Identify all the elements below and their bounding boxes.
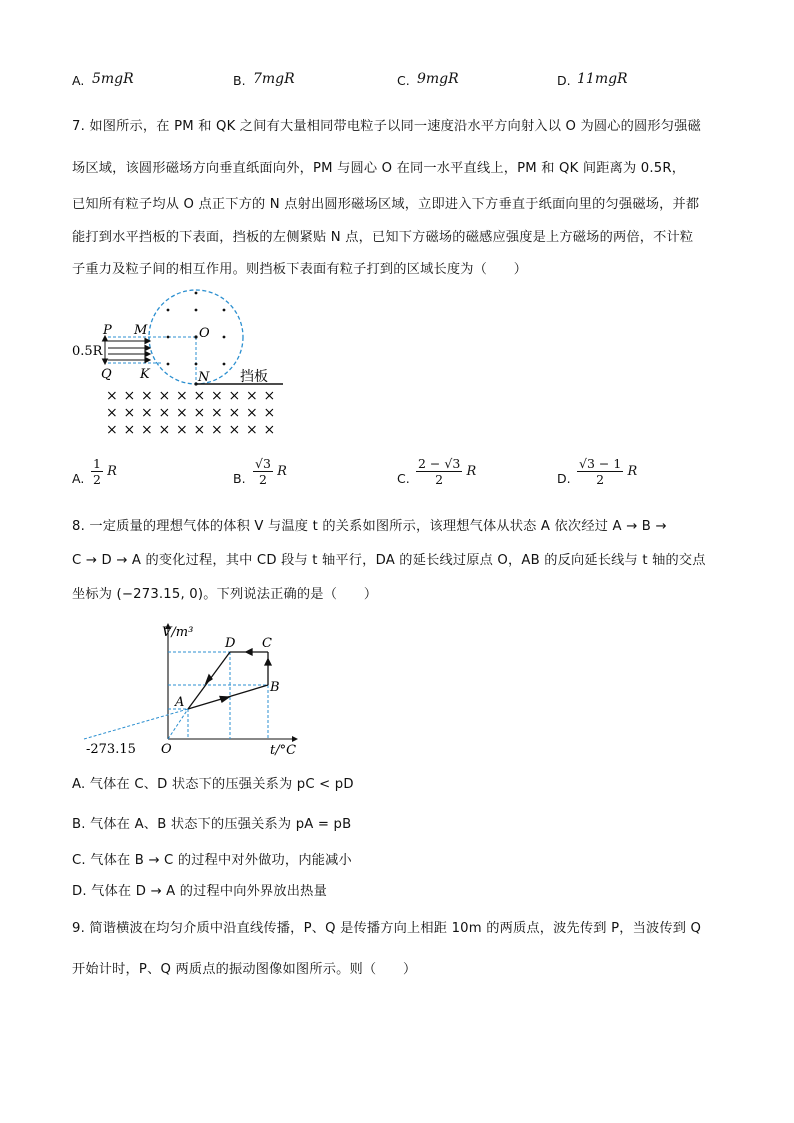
neg-tick-label: -273.15 <box>86 742 136 757</box>
field-cross: × <box>158 388 171 404</box>
q7-line-3: 已知所有粒子均从 O 点正下方的 N 点射出圆形磁场区域，立即进入下方垂直于纸面向里的匀强磁场，并都 <box>72 197 700 212</box>
q6-option-a-text: 5mgR <box>92 71 134 87</box>
field-cross: × <box>176 388 188 404</box>
label-n: N <box>198 370 210 385</box>
particle-beam-arrows <box>108 339 150 363</box>
q8-line-2: C → D → A 的变化过程，其中 CD 段与 t 轴平行，DA 的延长线过原点 O，AB 的反向延长线与 t 轴的交点 <box>72 553 706 568</box>
q7-option-b-value <box>253 456 287 487</box>
q6-option-d-label: D. <box>557 73 571 88</box>
q7-option-b-label: B. <box>233 471 246 486</box>
q7-option-b-num: √3 <box>255 456 271 471</box>
field-crosses <box>106 388 275 438</box>
q7-option-d-value <box>577 456 637 487</box>
arrow-da <box>206 675 212 683</box>
field-cross: × <box>211 422 223 438</box>
field-cross: × <box>123 388 136 404</box>
label-baffle: 挡板 <box>240 369 268 385</box>
field-cross: × <box>193 405 206 421</box>
gap-dimension-arrow <box>103 336 108 364</box>
field-cross: × <box>228 388 241 404</box>
q7-option-d-label: D. <box>557 471 571 486</box>
q7-option-c-value <box>416 456 476 487</box>
origin-label: O <box>161 742 172 757</box>
field-cross: × <box>176 422 188 438</box>
q7-option-c-unit: R <box>466 464 477 479</box>
t-axis-label: t/°C <box>270 743 297 758</box>
q8-volume-temperature-graph <box>82 620 302 760</box>
field-cross: × <box>123 422 136 438</box>
q8-option-b: B. 气体在 A、B 状态下的压强关系为 pA = pB <box>72 817 352 832</box>
q8-line-3: 坐标为 (−273.15, 0)。下列说法正确的是（ ） <box>72 587 378 602</box>
point-d-label: D <box>225 636 236 651</box>
q7-option-a-label: A. <box>72 471 85 486</box>
field-cross: × <box>123 405 136 421</box>
q6-option-a-label: A. <box>72 73 85 88</box>
q7-option-a-den: 2 <box>93 472 101 487</box>
field-cross: × <box>176 405 188 421</box>
q8-option-a: A. 气体在 C、D 状态下的压强关系为 pC < pD <box>72 777 354 792</box>
field-cross: × <box>228 405 241 421</box>
v-axis-label: V/m³ <box>162 625 194 640</box>
label-p: P <box>103 323 112 338</box>
field-cross: × <box>193 422 206 438</box>
field-cross: × <box>158 422 171 438</box>
field-cross: × <box>106 422 118 438</box>
q8-line-1: 8. 一定质量的理想气体的体积 V 与温度 t 的关系如图所示，该理想气体从状态 A 依次经过 A → B → <box>72 519 667 534</box>
field-cross: × <box>228 422 241 438</box>
arrow-cd <box>246 649 252 655</box>
q7-magnetic-field-figure <box>68 288 298 440</box>
arrow-bc <box>265 659 271 665</box>
q9-line-1: 9. 简谐横波在均匀介质中沿直线传播，P、Q 是传播方向上相距 10m 的两质点，波先传到 P，当波传到 Q <box>72 921 702 936</box>
q7-option-b-unit: R <box>277 464 287 479</box>
q7-line-2: 场区域，该圆形磁场方向垂直纸面向外，PM 与圆心 O 在同一水平直线上，PM 和 QK 间距离为 0.5R， <box>72 161 686 176</box>
field-cross: × <box>141 422 153 438</box>
q7-option-c-den: 2 <box>435 472 444 487</box>
q7-option-a-num: 1 <box>93 456 101 471</box>
q6-option-b-text: 7mgR <box>253 71 295 87</box>
label-m: M <box>134 323 148 338</box>
field-cross: × <box>106 405 118 421</box>
q9-line-2: 开始计时，P、Q 两质点的振动图像如图所示。则（ ） <box>72 962 417 977</box>
q8-option-d: D. 气体在 D → A 的过程中向外界放出热量 <box>72 884 327 899</box>
field-cross: × <box>106 388 118 404</box>
q7-option-a-value <box>91 456 117 487</box>
q7-option-c-num: 2 − √3 <box>418 456 461 471</box>
field-cross: × <box>193 388 206 404</box>
field-cross: × <box>246 405 258 421</box>
label-gap: 0.5R <box>72 344 103 359</box>
q6-option-d-text: 11mgR <box>577 71 628 87</box>
label-q: Q <box>101 367 112 382</box>
label-o: O <box>199 326 210 341</box>
field-cross: × <box>263 388 276 404</box>
point-a-label: A <box>175 695 185 710</box>
field-cross: × <box>141 388 153 404</box>
field-cross: × <box>263 405 276 421</box>
q7-option-b-den: 2 <box>258 472 267 487</box>
field-cross: × <box>211 405 223 421</box>
label-k: K <box>140 367 150 382</box>
field-cross: × <box>263 422 276 438</box>
q7-option-d-unit: R <box>627 464 638 479</box>
arrow-ab <box>220 697 229 703</box>
q7-option-d-num: √3 − 1 <box>579 456 622 471</box>
q7-line-5: 子重力及粒子间的相互作用。则挡板下表面有粒子打到的区域长度为（ ） <box>72 262 528 277</box>
t-axis-arrow <box>292 736 298 742</box>
field-cross: × <box>141 405 153 421</box>
point-c-label: C <box>262 636 272 651</box>
field-cross: × <box>211 388 223 404</box>
q6-option-b-label: B. <box>233 73 246 88</box>
q6-option-c-text: 9mgR <box>417 71 459 87</box>
point-b-label: B <box>270 680 280 695</box>
q7-option-a-unit: R <box>107 464 117 479</box>
q7-option-c-label: C. <box>397 471 410 486</box>
field-cross: × <box>246 388 258 404</box>
q7-line-4: 能打到水平挡板的下表面，挡板的左侧紧贴 N 点，已知下方磁场的磁感应强度是上方磁场的两倍，不计粒 <box>72 230 694 245</box>
field-cross: × <box>246 422 258 438</box>
q8-option-c: C. 气体在 B → C 的过程中对外做功，内能减小 <box>72 853 352 868</box>
q6-option-c-label: C. <box>397 73 410 88</box>
q7-line-1: 7. 如图所示，在 PM 和 QK 之间有大量相同带电粒子以同一速度沿水平方向射入以 O 为圆心的圆形匀强磁 <box>72 119 701 134</box>
field-cross: × <box>158 405 171 421</box>
q7-option-d-den: 2 <box>596 472 605 487</box>
